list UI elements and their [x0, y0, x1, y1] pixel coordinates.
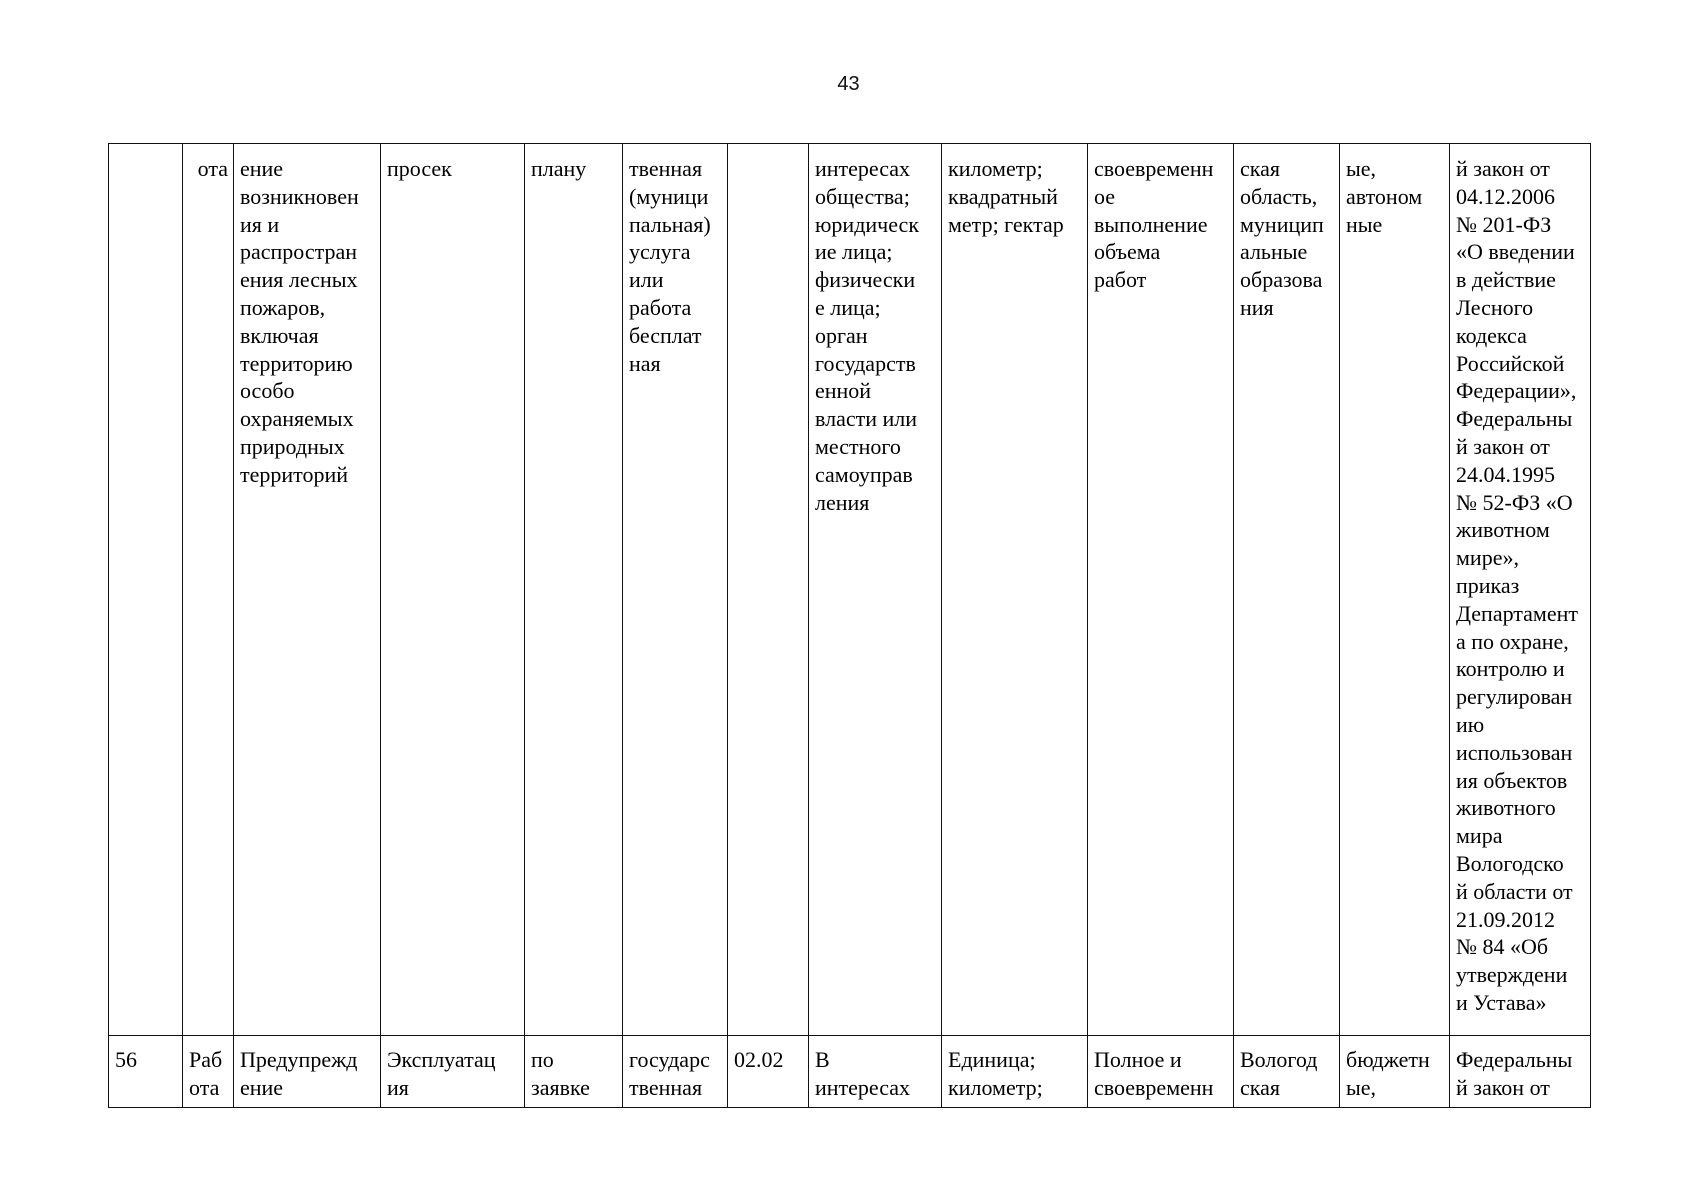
- cell-row-number: [109, 144, 183, 1036]
- cell-text: В интересах: [815, 1047, 911, 1100]
- cell-text: просек: [387, 156, 452, 181]
- cell-text: ые, автоном ные: [1346, 156, 1423, 237]
- cell-type: [183, 1036, 234, 1108]
- cell-text: Раб ота: [189, 1047, 223, 1100]
- cell-text: твенная (муници пальная) услуга или работа бесплат ная: [629, 156, 711, 376]
- cell-text: интересах общества; юридическ ие лица; физически е лица; орган государств енной власти или местного самоуправ ления: [815, 156, 920, 515]
- cell-text: 56: [115, 1047, 137, 1072]
- cell-text: ская область, муницип альные образова ния: [1240, 156, 1324, 320]
- cell-consumers: [809, 1036, 942, 1108]
- cell-service-kind: [623, 1036, 728, 1108]
- cell-text: своевременн ое выполнение объема работ: [1094, 156, 1214, 293]
- cell-text: бюджетн ые,: [1346, 1047, 1430, 1100]
- cell-text: плану: [531, 156, 587, 181]
- cell-code: [728, 1036, 809, 1108]
- cell-service-kind: [623, 144, 728, 1036]
- table-row: [109, 144, 1591, 1036]
- cell-content: [234, 1036, 381, 1108]
- cell-units: [942, 1036, 1088, 1108]
- cell-condition: [525, 1036, 623, 1108]
- cell-institution-type: [1340, 144, 1450, 1036]
- page-number: 43: [837, 73, 860, 95]
- cell-activity: [381, 144, 525, 1036]
- cell-consumers: [809, 144, 942, 1036]
- cell-text: Федеральны й закон от: [1456, 1047, 1573, 1100]
- cell-text: километр; квадратный метр; гектар: [948, 156, 1064, 237]
- cell-text: 02.02: [734, 1047, 784, 1072]
- cell-text: Единица; километр;: [948, 1047, 1043, 1100]
- cell-code: [728, 144, 809, 1036]
- cell-text: по заявке: [531, 1047, 590, 1100]
- cell-content: [234, 144, 381, 1036]
- cell-quality: [1088, 1036, 1234, 1108]
- cell-type: [183, 144, 234, 1036]
- table-row: [109, 1036, 1591, 1108]
- cell-legal-basis: [1450, 1036, 1591, 1108]
- cell-text: ение возникновен ия и распростран ения лесных пожаров, включая территорию особо охраняемых природных территорий: [240, 156, 359, 487]
- cell-units: [942, 144, 1088, 1036]
- cell-region: [1234, 1036, 1340, 1108]
- cell-text: Предупрежд ение: [240, 1047, 358, 1100]
- cell-activity: [381, 1036, 525, 1108]
- cell-quality: [1088, 144, 1234, 1036]
- cell-text: Эксплуатац ия: [387, 1047, 496, 1100]
- cell-text: государс твенная: [629, 1047, 710, 1100]
- cell-condition: [525, 144, 623, 1036]
- cell-text: Полное и своевременн: [1094, 1047, 1214, 1100]
- services-registry-table: [108, 143, 1591, 1108]
- cell-legal-basis: [1450, 144, 1591, 1036]
- cell-institution-type: [1340, 1036, 1450, 1108]
- cell-text: ота: [197, 156, 228, 181]
- cell-text: й закон от 04.12.2006 № 201-ФЗ «О введении в действие Лесного кодекса Российской Федерации», Федеральны й закон от 24.04.1995 № 52-ФЗ «О животном мире», приказ Департамент а по охране, контролю и регулирован ию использован ия объектов животного мира Вологодско й области от 21.09.2012 № 84 «Об утверждени и Устава»: [1456, 156, 1579, 1015]
- cell-region: [1234, 144, 1340, 1036]
- cell-row-number: [109, 1036, 183, 1108]
- cell-text: Вологод ская: [1240, 1047, 1318, 1100]
